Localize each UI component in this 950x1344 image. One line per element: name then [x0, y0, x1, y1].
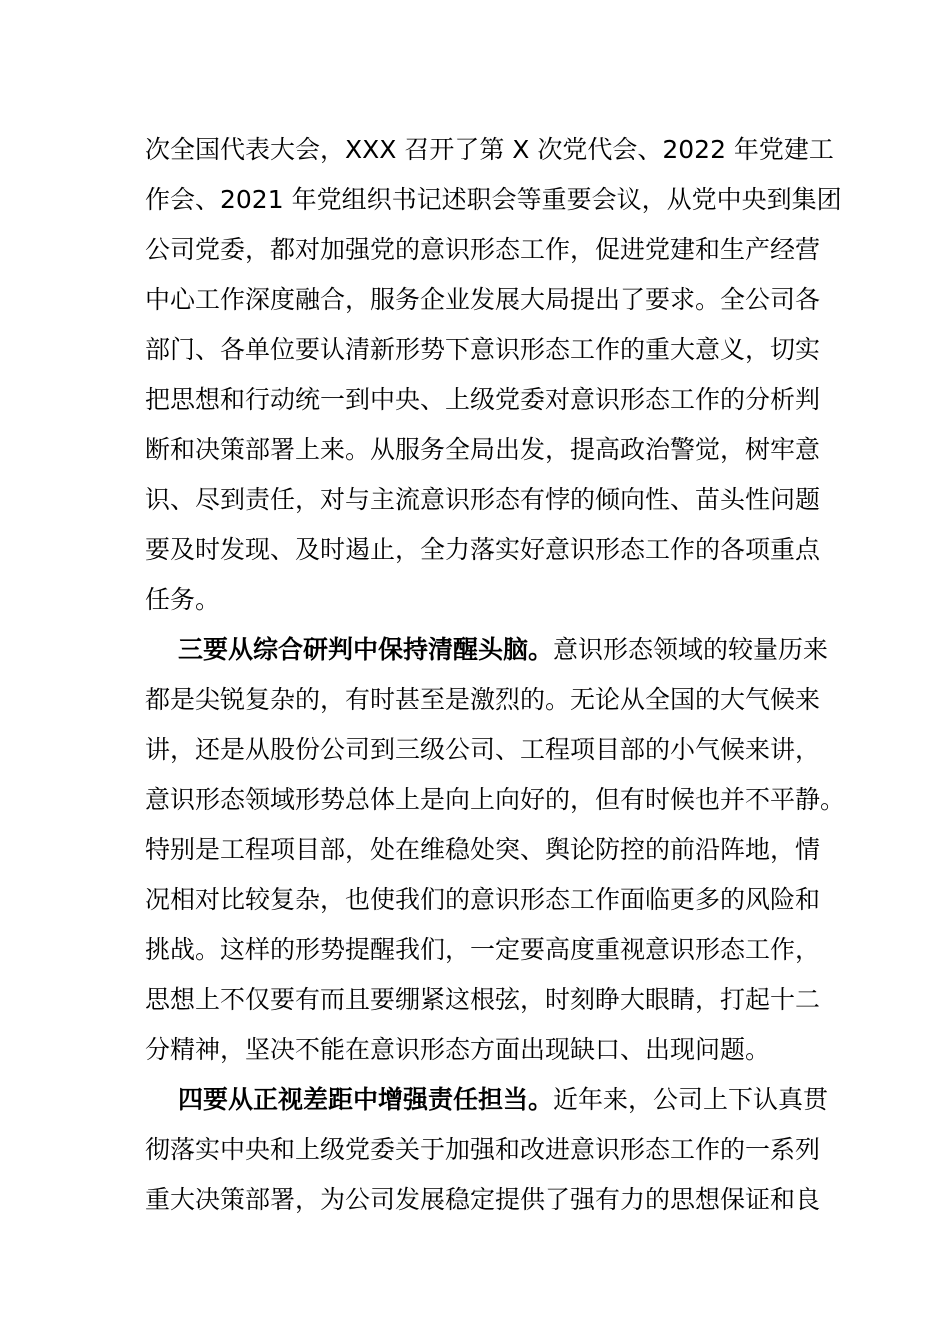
paragraph-line: 要及时发现、及时遏止，全力落实好意识形态工作的各项重点 — [145, 535, 821, 564]
paragraph-line: 况相对比较复杂，也使我们的意识形态工作面临更多的风险和 — [145, 885, 821, 914]
paragraph-line: 彻落实中央和上级党委关于加强和改进意识形态工作的一系列 — [145, 1135, 821, 1164]
paragraph-line: 意识形态领域形势总体上是向上向好的，但有时候也并不平静。 — [145, 785, 846, 814]
paragraph-line: 重大决策部署，为公司发展稳定提供了强有力的思想保证和良 — [145, 1185, 821, 1214]
paragraph-line: 讲，还是从股份公司到三级公司、工程项目部的小气候来讲， — [145, 735, 821, 764]
paragraph-line: 特别是工程项目部，处在维稳处突、舆论防控的前沿阵地，情 — [145, 835, 821, 864]
paragraph-line: 把思想和行动统一到中央、上级党委对意识形态工作的分析判 — [145, 385, 821, 414]
paragraph-text: 近年来，公司上下认真贯 — [553, 1085, 829, 1114]
paragraph-line: 思想上不仅要有而且要绷紧这根弦，时刻睁大眼睛，打起十二 — [145, 985, 821, 1014]
paragraph-line: 部门、各单位要认清新形势下意识形态工作的重大意义，切实 — [145, 335, 821, 364]
paragraph-lead: 四要从正视差距中增强责任担当。 — [178, 1085, 554, 1114]
paragraph-first-line — [178, 1080, 878, 1120]
paragraph-text: 意识形态领域的较量历来 — [553, 635, 829, 664]
paragraph-line: 都是尖锐复杂的，有时甚至是激烈的。无论从全国的大气候来 — [145, 685, 821, 714]
paragraph-line: 公司党委，都对加强党的意识形态工作，促进党建和生产经营 — [145, 235, 821, 264]
paragraph-lead: 三要从综合研判中保持清醒头脑。 — [178, 635, 554, 664]
paragraph-line: 识、尽到责任，对与主流意识形态有悖的倾向性、苗头性问题 — [145, 485, 821, 514]
paragraph-line: 中心工作深度融合，服务企业发展大局提出了要求。全公司各 — [145, 285, 821, 314]
paragraph-line: 断和决策部署上来。从服务全局出发，提高政治警觉，树牢意 — [145, 435, 821, 464]
paragraph-line: 分精神，坚决不能在意识形态方面出现缺口、出现问题。 — [145, 1035, 771, 1064]
paragraph-first-line — [178, 630, 878, 670]
paragraph-line: 作会、2021 年党组织书记述职会等重要会议，从党中央到集团 — [145, 185, 842, 214]
paragraph-line: 次全国代表大会，XXX 召开了第 X 次党代会、2022 年党建工 — [145, 135, 834, 164]
paragraph-line: 任务。 — [145, 585, 221, 614]
paragraph-line: 挑战。这样的形势提醒我们，一定要高度重视意识形态工作， — [145, 935, 821, 964]
